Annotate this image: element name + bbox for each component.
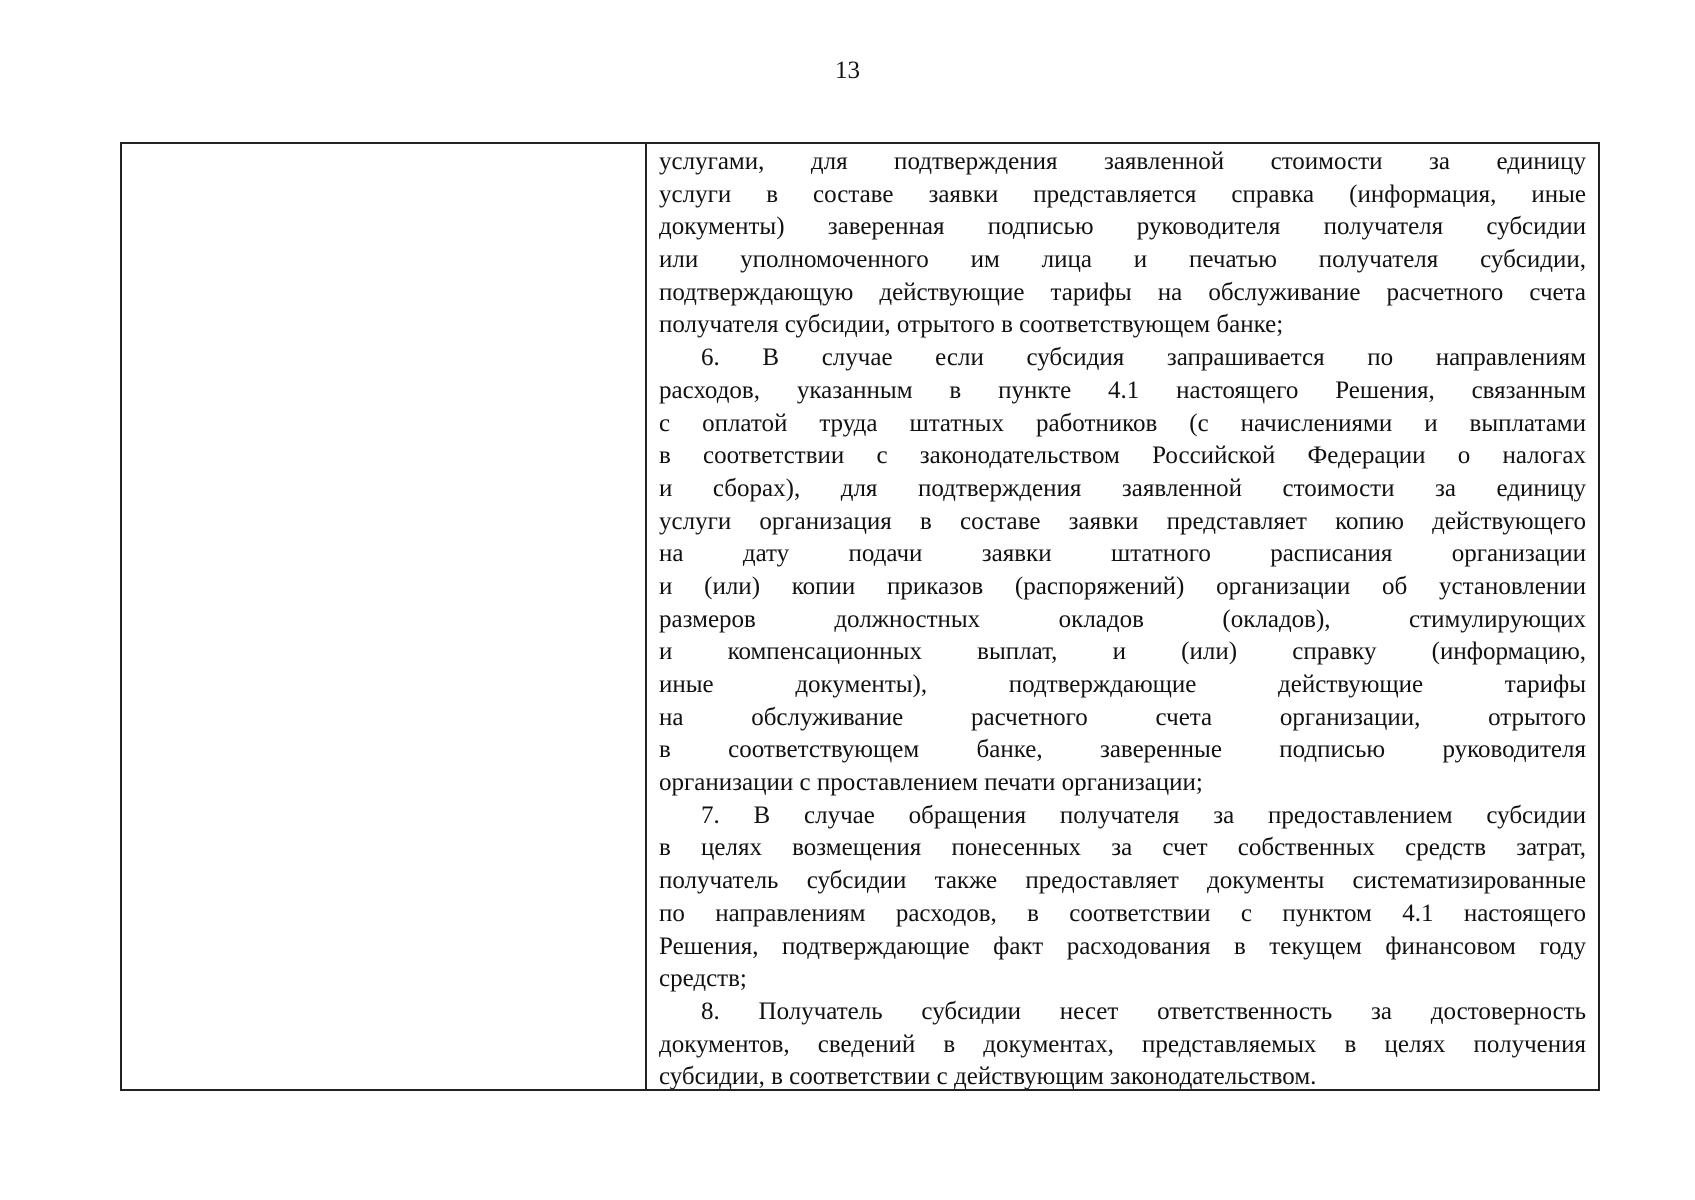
text-line: документов, сведений в документах, представляемых в целях получения [659, 1030, 1586, 1058]
text-line: средств; [659, 965, 747, 993]
text-line: Решения, подтверждающие факт расходования в текущем финансовом году [659, 932, 1586, 960]
text-line: получателя субсидии, отрытого в соответствующем банке; [659, 311, 1284, 339]
text-line: в соответствии с законодательством Российской Федерации о налогах [659, 442, 1586, 470]
text-line: или уполномоченного им лица и печатью получателя субсидии, [659, 246, 1586, 274]
text-line: субсидии, в соответствии с действующим законодательством. [659, 1063, 1317, 1089]
paragraph-item-6-first-line: 6. В случае если субсидия запрашивается по направлениям [701, 344, 1586, 372]
page-number: 13 [835, 57, 860, 84]
text-line: и (или) копии приказов (распоряжений) организации об установлении [659, 572, 1586, 600]
text-line: размеров должностных окладов (окладов), стимулирующих [659, 605, 1586, 633]
paragraph-item-7-first-line: 7. В случае обращения получателя за предоставлением субсидии [701, 801, 1586, 829]
text-line: в целях возмещения понесенных за счет собственных средств затрат, [659, 834, 1586, 862]
table-cell-right [647, 144, 1598, 1089]
table-cell-left [122, 144, 647, 1089]
text-line: по направлениям расходов, в соответствии с пунктом 4.1 настоящего [659, 899, 1586, 927]
text-line: услуги в составе заявки представляется справка (информация, иные [659, 180, 1586, 208]
text-line: получатель субсидии также предоставляет документы систематизированные [659, 867, 1586, 895]
text-line: подтверждающую действующие тарифы на обслуживание расчетного счета [659, 278, 1586, 306]
text-line: иные документы), подтверждающие действующие тарифы [659, 671, 1586, 698]
text-line: и компенсационных выплат, и (или) справку (информацию, [659, 638, 1586, 666]
text-line: с оплатой труда штатных работников (с начислениями и выплатами [659, 409, 1586, 437]
text-line: в соответствующем банке, заверенные подписью руководителя [659, 736, 1586, 764]
text-line: на дату подачи заявки штатного расписания организации [659, 540, 1586, 568]
document-table [120, 142, 1600, 1091]
text-line: организации с проставлением печати организации; [659, 769, 1203, 797]
text-line: документы) заверенная подписью руководителя получателя субсидии [659, 213, 1586, 241]
text-line: и сборах), для подтверждения заявленной стоимости за единицу [659, 474, 1586, 502]
paragraph-item-8-first-line: 8. Получатель субсидии несет ответственность за достоверность [701, 997, 1586, 1025]
text-line: расходов, указанным в пункте 4.1 настоящего Решения, связанным [659, 376, 1586, 404]
text-line: услугами, для подтверждения заявленной стоимости за единицу [659, 148, 1586, 175]
text-line: на обслуживание расчетного счета организации, отрытого [659, 703, 1586, 731]
text-line: услуги организация в составе заявки представляет копию действующего [659, 507, 1586, 535]
